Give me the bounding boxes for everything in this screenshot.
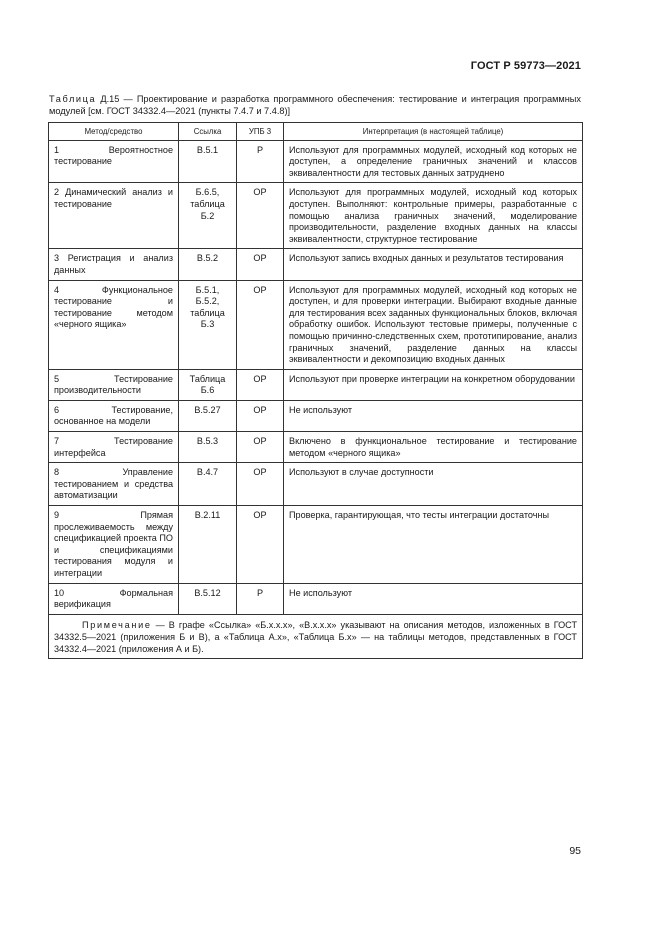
table-row [49, 369, 583, 400]
cell-upb: ОР [237, 506, 284, 584]
cell-ref: Б.5.1, Б.5.2, таблица Б.3 [179, 280, 237, 369]
page-number: 95 [569, 845, 581, 857]
cell-ref: В.5.2 [179, 249, 237, 280]
cell-method: 8 Управление тестированием и средства автоматизации [49, 463, 179, 506]
cell-method: 5 Тестирование производительности [49, 369, 179, 400]
cell-upb: ОР [237, 369, 284, 400]
cell-interp: Используют запись входных данных и результатов тестирования [284, 249, 583, 280]
cell-method: 10 Формальная верификация [49, 583, 179, 614]
cell-ref: В.4.7 [179, 463, 237, 506]
cell-interp: Используют при проверке интеграции на конкретном оборудовании [284, 369, 583, 400]
table-row [49, 400, 583, 431]
cell-ref: В.2.11 [179, 506, 237, 584]
cell-interp: Включено в функциональное тестирование и тестирование методом «черного ящика» [284, 432, 583, 463]
cell-ref: В.5.12 [179, 583, 237, 614]
cell-interp: Не используют [284, 583, 583, 614]
cell-upb: ОР [237, 183, 284, 249]
table-row [49, 140, 583, 183]
note-text: — В графе «Ссылка» «Б.х.х.х», «В.х.х.х» указывают на описания методов, изложенных в ГОСТ 34332.5—2021 (приложения Б и В), а «Таблица А.х», «Таблица Б.х» — на таблицы методов, представленных в ГОСТ 34332.4—2021 (приложения А и Б). [54, 619, 577, 654]
header-upb: УПБ 3 [237, 123, 284, 141]
cell-interp: Не используют [284, 400, 583, 431]
table-row [49, 280, 583, 369]
cell-ref: В.5.3 [179, 432, 237, 463]
cell-upb: ОР [237, 463, 284, 506]
cell-interp: Используют для программных модулей, исходный код которых доступен. Выполняют: контрольные примеры, разработанные с помощью анализа граничных значений, моделирование производительности, разделение входных данных на классы эквивалентности, структурное тестирование [284, 183, 583, 249]
cell-ref: Таблица Б.6 [179, 369, 237, 400]
caption-label: Таблица [49, 94, 97, 104]
note-label: Примечание [82, 619, 152, 630]
cell-method: 7 Тестирование интерфейса [49, 432, 179, 463]
caption-number: Д.15 — [96, 94, 137, 104]
cell-ref: Б.6.5, таблица Б.2 [179, 183, 237, 249]
cell-upb: ОР [237, 249, 284, 280]
cell-interp: Используют в случае доступности [284, 463, 583, 506]
cell-upb: ОР [237, 280, 284, 369]
table-caption [49, 93, 581, 117]
table-row [49, 463, 583, 506]
table-note-row [49, 614, 583, 658]
table-row [49, 249, 583, 280]
cell-interp: Проверка, гарантирующая, что тесты интеграции достаточны [284, 506, 583, 584]
cell-method: 3 Регистрация и анализ данных [49, 249, 179, 280]
cell-method: 6 Тестирование, основанное на модели [49, 400, 179, 431]
table-note [49, 614, 583, 658]
header-interp: Интерпретация (в настоящей таблице) [284, 123, 583, 141]
cell-ref: В.5.27 [179, 400, 237, 431]
standard-header: ГОСТ Р 59773—2021 [470, 60, 581, 72]
cell-interp: Используют для программных модулей, исходный код которых не доступен, а определение граничных значений и классов эквивалентности для тестовых данных затруднено [284, 140, 583, 183]
cell-method: 4 Функциональное тестирование и тестирование методом «черного ящика» [49, 280, 179, 369]
cell-interp: Используют для программных модулей, исходный код которых не доступен, и для проверки интеграции. Выбирают входные данные для тестирования всех заданных функциональных блоков, включая обработку ошибок. Используют тестовые примеры, полученные с помощью причинно-следственных схем, прототипирование, анализ граничных значений, разделение данных на классы эквивалентности и декомпозицию входных данных [284, 280, 583, 369]
cell-method: 9 Прямая прослеживаемость между спецификацией проекта ПО и спецификациями тестирования модуля и интеграции [49, 506, 179, 584]
methods-table [48, 122, 583, 659]
table-header-row [49, 123, 583, 141]
cell-upb: ОР [237, 432, 284, 463]
cell-upb: Р [237, 140, 284, 183]
cell-method: 2 Динамический анализ и тестирование [49, 183, 179, 249]
cell-upb: Р [237, 583, 284, 614]
cell-ref: В.5.1 [179, 140, 237, 183]
cell-method: 1 Вероятностное тестирование [49, 140, 179, 183]
table-row [49, 583, 583, 614]
caption-text: Проектирование и разработка программного обеспечения: тестирование и интеграция программных модулей [см. ГОСТ 34332.4—2021 (пункты 7.4.7 и 7.4.8)] [49, 94, 582, 116]
table-row [49, 506, 583, 584]
header-ref: Ссылка [179, 123, 237, 141]
table-row [49, 183, 583, 249]
table-row [49, 432, 583, 463]
cell-upb: ОР [237, 400, 284, 431]
header-method: Метод/средство [49, 123, 179, 141]
